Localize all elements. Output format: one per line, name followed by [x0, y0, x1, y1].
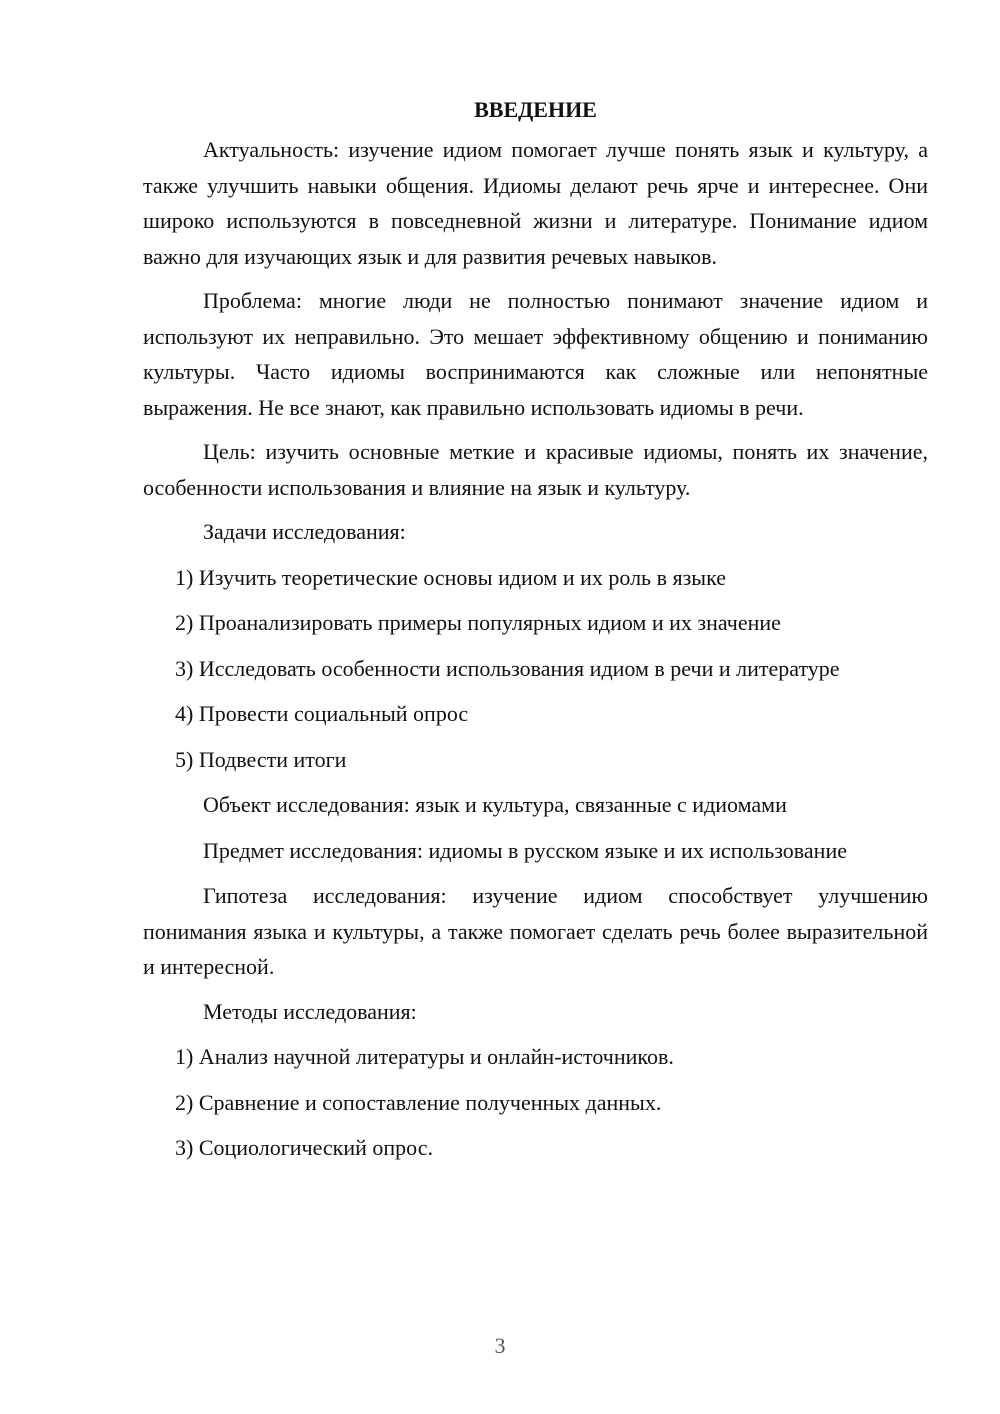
problem-paragraph: Проблема: многие люди не полностью понимают значение идиом и используют их неправильно. Это мешает эффективному общению и пониманию культуры. Часто идиомы воспринимаются как сложные или непонятные выражения. Не все знают, как правильно использовать идиомы в речи. [143, 288, 928, 420]
tasks-title: Задачи исследования: [203, 519, 406, 544]
section-heading: ВВЕДЕНИЕ [474, 97, 597, 122]
task-item: 1) Изучить теоретические основы идиом и их роль в языке [175, 564, 726, 590]
task-item: 4) Провести социальный опрос [175, 701, 469, 726]
relevance-paragraph: Актуальность: изучение идиом помогает лучше понять язык и культуру, а также улучшить навыки общения. Идиомы делают речь ярче и интереснее. Они широко используются в повседневной жизни и литературе. Понимание идиом важно для изучающих язык и для развития речевых навыков. [143, 137, 928, 269]
page-number: 3 [494, 1333, 506, 1358]
task-item: 5) Подвести итоги [175, 746, 347, 772]
methods-title: Методы исследования: [203, 998, 417, 1024]
task-item: 2) Проанализировать примеры популярных идиом и их значение [175, 610, 781, 635]
method-item: 2) Сравнение и сопоставление полученных данных. [175, 1089, 662, 1115]
research-subject: Предмет исследования: идиомы в русском языке и их использование [203, 837, 847, 863]
task-item: 3) Исследовать особенности использования идиом в речи и литературе [175, 655, 840, 681]
page-content [143, 92, 928, 1176]
method-item: 1) Анализ научной литературы и онлайн-источников. [175, 1044, 674, 1069]
goal-paragraph: Цель: изучить основные меткие и красивые идиомы, понять их значение, особенности использования и влияние на язык и культуру. [143, 439, 928, 500]
hypothesis-paragraph: Гипотеза исследования: изучение идиом способствует улучшению понимания языка и культуры, а также помогает сделать речь более выразительной и интересной. [143, 883, 928, 979]
method-item: 3) Социологический опрос. [175, 1135, 433, 1160]
research-object: Объект исследования: язык и культура, связанные с идиомами [203, 792, 787, 817]
